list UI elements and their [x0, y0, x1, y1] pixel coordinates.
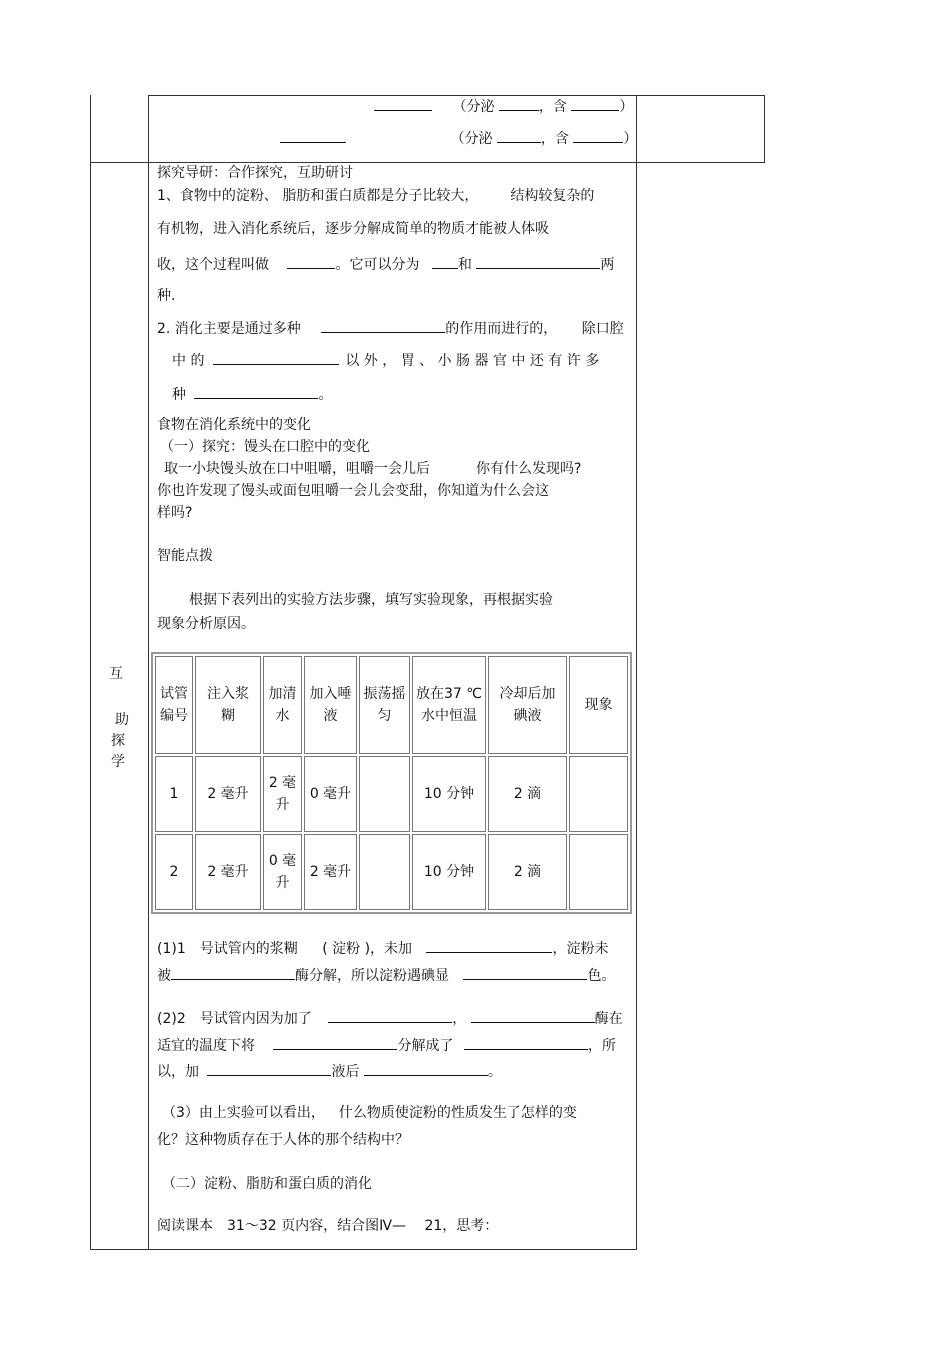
top-row-1: （分泌 ，含 ） — [374, 96, 633, 116]
table-header-row — [155, 656, 628, 754]
header-tube-id: 试管编号 — [155, 656, 193, 754]
content-left-border — [148, 95, 149, 1250]
food-change-title: 食物在消化系统中的变化 — [157, 417, 311, 433]
cell — [569, 834, 628, 910]
header-iodine: 冷却后加碘液 — [488, 656, 567, 754]
side-label-char-4: 学 — [111, 754, 125, 770]
side-label-char-1: 互 — [109, 666, 123, 682]
a2-line1: (2)2 号试管内因为加了 ， 酶在 — [157, 1008, 623, 1028]
cell: 10 分钟 — [412, 834, 486, 910]
cell: 2 毫升 — [304, 834, 357, 910]
cell: 2 毫升 — [195, 834, 261, 910]
reading-line: 阅读课本 31～32 页内容，结合图Ⅳ— 21，思考： — [157, 1218, 499, 1234]
side-label-char-2: 助 — [115, 712, 129, 728]
explore1-line1: 取一小块馒头放在口中咀嚼，咀嚼一会儿后 你有什么发现吗? — [164, 461, 582, 477]
explore1-line2: 你也许发现了馒头或面包咀嚼一会儿会变甜，你知道为什么会这 — [157, 483, 549, 499]
a2-line3: 以，加 液后 。 — [157, 1061, 502, 1081]
a1-line2: 被 酶分解，所以淀粉遇碘显 色。 — [157, 965, 615, 985]
header-paste: 注入浆糊 — [195, 656, 261, 754]
row-divider — [90, 162, 765, 163]
section-title: 探究导研：合作探究，互助研讨 — [157, 165, 353, 181]
tip-line1: 根据下表列出的实验方法步骤，填写实验现象，再根据实验 — [189, 592, 553, 608]
outer-right-border — [764, 95, 765, 163]
cell — [359, 756, 410, 832]
header-water: 加清水 — [263, 656, 302, 754]
a2-line2: 适宜的温度下将 分解成了 ，所 — [157, 1035, 616, 1055]
q2-line1: 2. 消化主要是通过多种 的作用而进行的， 除口腔 — [157, 318, 624, 338]
cell: 2 滴 — [488, 756, 567, 832]
header-incubate: 放在37 ℃水中恒温 — [412, 656, 486, 754]
cell: 0 毫升 — [263, 834, 302, 910]
explore2-title: （二）淀粉、脂肪和蛋白质的消化 — [162, 1176, 372, 1192]
cell: 10 分钟 — [412, 756, 486, 832]
content-right-border — [636, 95, 637, 1250]
header-saliva: 加入唾液 — [304, 656, 357, 754]
cell: 1 — [155, 756, 193, 832]
q1-line1: 1、食物中的淀粉、 脂肪和蛋白质都是分子比较大， 结构较复杂的 — [157, 188, 595, 204]
explore1-line3: 样吗? — [157, 505, 193, 521]
cell: 2 毫升 — [263, 756, 302, 832]
header-shake: 振荡摇匀 — [359, 656, 410, 754]
tip-title: 智能点拨 — [157, 548, 213, 564]
bottom-border — [90, 1249, 637, 1250]
q1-line4: 种. — [157, 288, 176, 304]
outer-left-border — [90, 95, 91, 1250]
top-row-2: （分泌 ，含 ） — [280, 128, 637, 148]
a1-line1: (1)1 号试管内的浆糊 ( 淀粉 )，未加 ，淀粉未 — [157, 938, 608, 958]
cell — [569, 756, 628, 832]
q2-line2: 中 的 以 外 ， 胃 、 小 肠 器 官 中 还 有 许 多 — [172, 350, 599, 370]
header-result: 现象 — [569, 656, 628, 754]
q2-line3: 种 。 — [172, 384, 332, 404]
q1-line2: 有机物，进入消化系统后，逐步分解成简单的物质才能被人体吸 — [157, 221, 549, 237]
cell: 2 滴 — [488, 834, 567, 910]
experiment-table — [151, 652, 632, 914]
tip-line2: 现象分析原因。 — [157, 616, 255, 632]
cell — [359, 834, 410, 910]
table-row — [155, 756, 628, 832]
cell: 0 毫升 — [304, 756, 357, 832]
table-row — [155, 834, 628, 910]
cell: 2 毫升 — [195, 756, 261, 832]
q1-line3: 收，这个过程叫做 。它可以分为 和 两 — [157, 254, 614, 274]
a3-line1: （3）由上实验可以看出， 什么物质使淀粉的性质发生了怎样的变 — [162, 1105, 577, 1121]
explore1-title: （一）探究：馒头在口腔中的变化 — [160, 439, 370, 455]
side-label-char-3: 探 — [111, 733, 125, 749]
cell: 2 — [155, 834, 193, 910]
a3-line2: 化？这种物质存在于人体的那个结构中？ — [157, 1132, 409, 1148]
